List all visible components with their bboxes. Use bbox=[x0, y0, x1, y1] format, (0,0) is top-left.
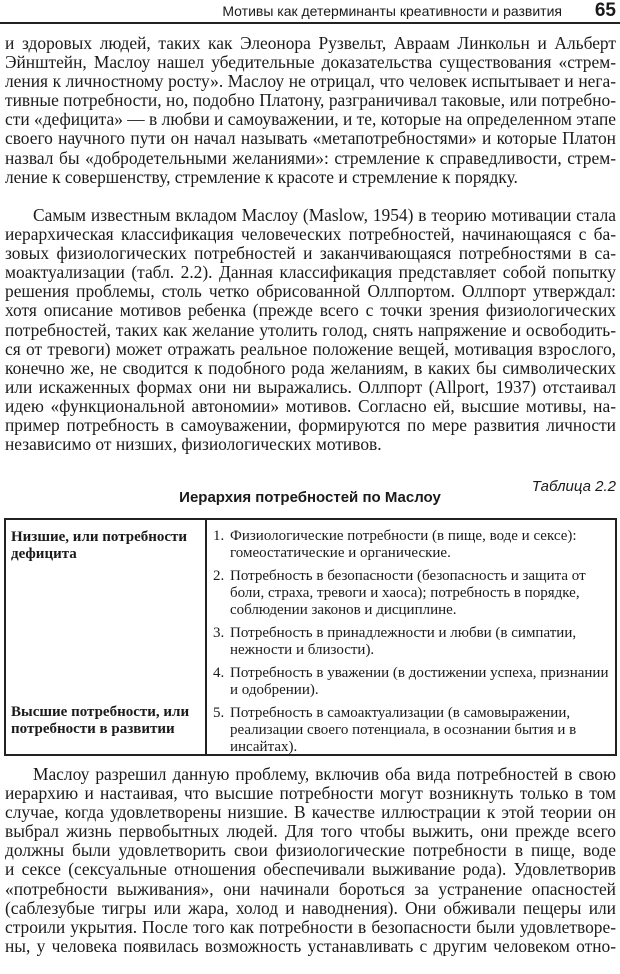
text-line: сти «дефицита» — в любви и самоуважении, и те, которые на определенном этапе bbox=[5, 110, 616, 130]
need-item bbox=[213, 705, 611, 756]
item-number: 1. bbox=[213, 528, 225, 544]
text-line: выбрал жизнь первобытных людей. Для того чтобы выжить, они прежде всего bbox=[5, 822, 616, 842]
needs-list bbox=[207, 520, 615, 754]
text-line: ление к совершенству, стремление к красоте и стремление к порядку. bbox=[5, 167, 518, 187]
item-text: Потребность в безопасности (безопасность и защита от боли, страха, тревоги и хаоса); потребность в порядке, соблюдении законов и дисциплине. bbox=[230, 568, 586, 618]
text-line: «потребности выживания», они начинали бороться за устранение опасностей bbox=[5, 879, 616, 899]
item-number: 2. bbox=[213, 568, 225, 584]
text-line: случае, когда удовлетворены низшие. В качестве иллюстрации к этой теории он bbox=[5, 803, 616, 823]
table-caption: Таблица 2.2 bbox=[531, 478, 616, 495]
text-line: конечно же, не сводится к подобного рода желаниям, в каких бы символических bbox=[5, 358, 616, 378]
text-line: строили укрытия. После того как потребности в безопасности были удовлетворе- bbox=[5, 917, 616, 937]
text-line: ления к личностному росту». Маслоу не отрицал, что человек испытывает и нега- bbox=[5, 72, 616, 92]
text-line: своего научного пути он начал называть «метапотребностями» и которые Платон bbox=[5, 129, 616, 149]
text-line: тивные потребности, но, подобно Платону, разграничивал таковые, или потребно- bbox=[5, 91, 616, 111]
paragraph-2 bbox=[5, 206, 616, 454]
text-line: и сексе (сексуальные отношения обеспечивали выживание рода). Удовлетворив bbox=[5, 860, 616, 880]
text-line: ся от тревоги) может отражать реальное положение вещей, мотивация взрослого, bbox=[5, 339, 616, 359]
text-line: или искаженных формах они ни выражались. Оллпорт (Allport, 1937) отстаивал bbox=[5, 377, 616, 397]
item-text: Потребность в самоактуализации (в самовыражении, реализации своего потенциала, в осознании бытия и в инсайтах). bbox=[230, 705, 577, 755]
text-line: независимо от низших, физиологических мотивов. bbox=[5, 435, 382, 455]
need-item bbox=[213, 528, 611, 562]
text-line: и здоровых людей, таких как Элеонора Рузвельт, Авраам Линкольн и Альберт bbox=[5, 34, 616, 53]
text-line: зовых физиологических потребностей и заканчивающаяся потребностями в са- bbox=[5, 244, 616, 264]
table-title: Иерархия потребностей по Маслоу bbox=[179, 489, 441, 506]
text-line: Маслоу разрешил данную проблему, включив оба вида потребностей в свою bbox=[33, 765, 616, 784]
text-line: идею «функциональной автономии» мотивов. Согласно ей, высшие мотивы, на- bbox=[5, 396, 616, 416]
need-item bbox=[213, 625, 611, 659]
item-number: 3. bbox=[213, 625, 225, 641]
item-number: 5. bbox=[213, 705, 225, 721]
text-line: хотя описание мотивов ребенка (прежде всего с точки зрения физиологических bbox=[5, 301, 616, 321]
category-column bbox=[6, 520, 207, 754]
text-line: потребностей, таких как желание утолить голод, снять напряжение и освободить- bbox=[5, 320, 616, 340]
paragraph-3 bbox=[5, 765, 616, 956]
item-text: Физиологические потребности (в пище, воде и сексе): гомеостатические и органические. bbox=[230, 528, 577, 561]
lower-needs-label: Низшие, или потребности дефицита bbox=[11, 529, 188, 562]
running-header-title: Мотивы как детерминанты креативности и развития bbox=[222, 3, 562, 19]
running-header bbox=[0, 0, 620, 24]
page-number: 65 bbox=[594, 0, 616, 21]
text-line: Эйнштейн, Маслоу нашел убедительные доказательства существования «стрем- bbox=[5, 53, 616, 73]
paragraph-1 bbox=[5, 34, 616, 187]
text-line: должны были удовлетворить свои физиологические потребности в пище, воде bbox=[5, 841, 616, 861]
text-line: иерархию и настаивая, что высшие потребности могут возникнуть только в том bbox=[5, 784, 616, 804]
item-text: Потребность в принадлежности и любви (в симпатии, нежности и близости). bbox=[230, 625, 577, 658]
need-item bbox=[213, 568, 611, 619]
text-line: (саблезубые тигры или жара, холод и наводнения). Они обживали пещеры или bbox=[5, 898, 616, 918]
text-line: моактуализации (табл. 2.2). Данная классификация представляет собой попытку bbox=[5, 263, 616, 283]
text-line: пример потребность в самоуважении, формируются по мере развития личности bbox=[5, 416, 616, 436]
text-line: решения проблемы, столь четко обрисованной Оллпортом. Оллпорт утверждал: bbox=[5, 282, 616, 302]
text-line: назвал бы «добродетельными желаниями»: стремление к справедливости, стрем- bbox=[5, 148, 616, 168]
text-line: иерархическая классификация человеческих потребностей, начинающаяся с ба- bbox=[5, 225, 616, 245]
text-line: Самым известным вкладом Маслоу (Maslow, 1954) в теорию мотивации стала bbox=[33, 206, 616, 225]
item-number: 4. bbox=[213, 665, 225, 681]
text-line: ны, у человека появилась возможность устанавливать с другим человеком отно- bbox=[5, 936, 616, 956]
item-text: Потребность в уважении (в достижении успеха, признании и одобрении). bbox=[230, 665, 609, 698]
need-item bbox=[213, 665, 611, 699]
needs-hierarchy-table bbox=[4, 518, 617, 756]
higher-needs-label: Высшие потребности, или потребности в развитии bbox=[11, 704, 190, 737]
